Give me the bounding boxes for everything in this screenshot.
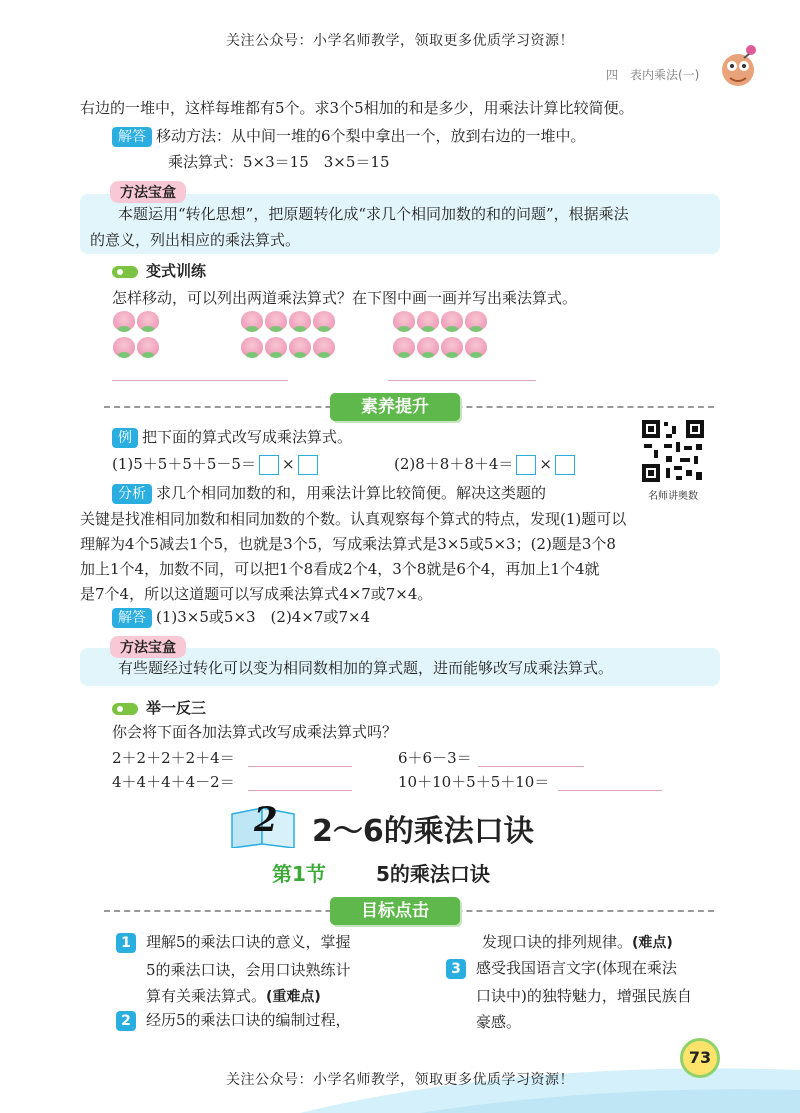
answer-tag-2: 解答	[112, 608, 152, 628]
answer-line-1: 移动方法：从中间一堆的6个梨中拿出一个，放到右边的一堆中。	[156, 127, 586, 145]
header-promo: 关注公众号：小学名师教学，领取更多优质学习资源！	[226, 33, 574, 49]
arrow-icon	[112, 703, 138, 715]
variant-title: 变式训练	[146, 262, 207, 280]
chapter-title: 四 表内乘法(一)	[606, 68, 700, 82]
section-banner: 素养提升	[330, 393, 460, 421]
page-number: 73	[680, 1038, 720, 1078]
goal-3-line-2: 口诀中)的独特魅力，增强民族自	[476, 987, 692, 1005]
peach-icon	[265, 337, 287, 357]
peach-icon	[113, 311, 135, 331]
goals-banner: 目标点击	[330, 897, 460, 925]
answer-box[interactable]	[516, 455, 536, 475]
answer-line-blank-1[interactable]	[112, 380, 288, 381]
peach-icon	[441, 337, 463, 357]
goal-2-number: 2	[116, 1010, 136, 1031]
peach-icon	[137, 311, 159, 331]
answer-box[interactable]	[298, 455, 318, 475]
peach-icon	[265, 311, 287, 331]
unit-number: 2	[254, 800, 278, 840]
variant-prompt: 怎样移动，可以列出两道乘法算式？在下图中画一画并写出乘法算式。	[112, 289, 578, 307]
practice-blank-3[interactable]	[248, 790, 352, 791]
arrow-icon	[112, 266, 138, 278]
answer-line-2: 乘法算式：5×3＝15 3×5＝15	[168, 153, 390, 171]
qr-code-icon[interactable]	[640, 418, 706, 484]
peach-group-2	[240, 310, 350, 362]
unit-title: 2～6的乘法口诀	[312, 814, 534, 849]
peach-group-1	[112, 310, 172, 362]
method-1-line-2: 的意义，列出相应的乘法算式。	[90, 231, 301, 249]
practice-expr-4: 10＋10＋5＋5＋10＝	[398, 773, 550, 791]
analysis-line-5: 是7个4，所以这道题可以写成乘法算式4×7或7×4。	[80, 585, 433, 603]
method-1-line-1: 本题运用“转化思想”，把原题转化成“求几个相同加数的和的问题”，根据乘法	[118, 205, 629, 223]
peach-icon	[289, 337, 311, 357]
answer-2-text: (1)3×5或5×3 (2)4×7或7×4	[156, 608, 371, 626]
method-box-label-1: 方法宝盒	[110, 181, 186, 203]
goal-3-line-3: 豪感。	[476, 1013, 522, 1031]
peach-icon	[441, 311, 463, 331]
practice-prompt: 你会将下面各加法算式改写成乘法算式吗？	[112, 723, 398, 741]
practice-expr-1: 2＋2＋2＋2＋4＝	[112, 749, 235, 767]
peach-group-3	[392, 310, 502, 362]
qr-caption: 名师讲奥数	[648, 491, 698, 502]
peach-icon	[113, 337, 135, 357]
goal-3-number: 3	[446, 958, 466, 979]
peach-icon	[465, 311, 487, 331]
practice-expr-2: 6＋6－3＝	[398, 749, 472, 767]
peach-icon	[241, 337, 263, 357]
analysis-line-1: 求几个相同加数的和，用乘法计算比较简便。解决这类题的	[156, 484, 547, 502]
lesson-section: 第1节	[272, 862, 326, 886]
analysis-line-4: 加上1个4，加数不同，可以把1个8看成2个4，3个8就是6个4，再加上1个4就	[80, 560, 600, 578]
goal-1-line-2: 5的乘法口诀，会用口诀熟练计	[146, 961, 351, 979]
peach-icon	[289, 311, 311, 331]
example-tag: 例	[112, 428, 138, 448]
peach-icon	[393, 337, 415, 357]
practice-blank-1[interactable]	[248, 766, 352, 767]
goal-2-line-1: 经历5的乘法口诀的编制过程，	[146, 1011, 351, 1029]
goal-3-line-1: 感受我国语言文字(体现在乘法	[476, 959, 677, 977]
analysis-line-2: 关键是找准相同加数和相同加数的个数。认真观察每个算式的特点，发现(1)题可以	[80, 510, 627, 528]
answer-box[interactable]	[259, 455, 279, 475]
peach-icon	[417, 311, 439, 331]
example-q2: (2)8＋8＋8＋4＝	[394, 455, 514, 473]
answer-box[interactable]	[555, 455, 575, 475]
analysis-line-3: 理解为4个5减去1个5，也就是3个5，写成乘法算式是3×5或5×3；(2)题是3个8	[80, 535, 616, 553]
peach-icon	[465, 337, 487, 357]
goal-2-line-2: 发现口诀的排列规律。	[482, 933, 633, 951]
answer-line-blank-2[interactable]	[388, 380, 536, 381]
lesson-title: 5的乘法口诀	[376, 862, 490, 886]
goal-1-line-3: 算有关乘法算式。	[146, 987, 267, 1005]
peach-icon	[417, 337, 439, 357]
goal-2-tag: (难点)	[632, 935, 673, 951]
goal-1-number: 1	[116, 932, 136, 953]
answer-tag: 解答	[112, 127, 152, 147]
mascot-icon	[716, 42, 760, 92]
method-2-text: 有些题经过转化可以变为相同数相加的算式题，进而能够改写成乘法算式。	[118, 659, 614, 677]
example-q1: (1)5＋5＋5＋5－5＝	[112, 455, 256, 473]
peach-icon	[137, 337, 159, 357]
practice-expr-3: 4＋4＋4＋4－2＝	[112, 773, 235, 791]
practice-blank-4[interactable]	[558, 790, 662, 791]
practice-title: 举一反三	[146, 699, 207, 717]
analysis-tag: 分析	[112, 484, 152, 504]
example-prompt: 把下面的算式改写成乘法算式。	[142, 428, 353, 446]
peach-icon	[313, 311, 335, 331]
footer-promo: 关注公众号：小学名师教学，领取更多优质学习资源！	[226, 1072, 574, 1088]
practice-blank-2[interactable]	[478, 766, 584, 767]
method-box-label-2: 方法宝盒	[110, 636, 186, 658]
peach-icon	[313, 337, 335, 357]
goal-1-line-1: 理解5的乘法口诀的意义，掌握	[146, 933, 351, 951]
peach-icon	[393, 311, 415, 331]
peach-icon	[241, 311, 263, 331]
intro-text: 右边的一堆中，这样每堆都有5个。求3个5相加的和是多少，用乘法计算比较简便。	[80, 99, 634, 117]
goal-1-tag: (重难点)	[266, 989, 321, 1005]
